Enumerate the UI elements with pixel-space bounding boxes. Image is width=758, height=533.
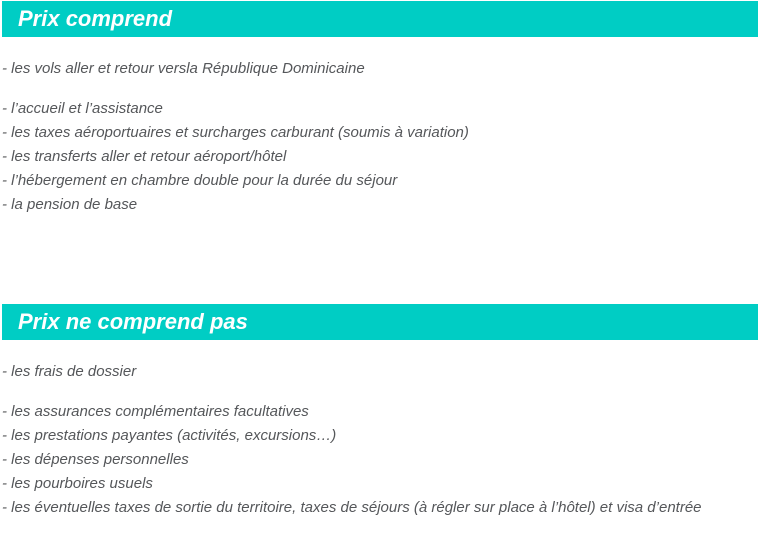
section-price-includes bbox=[0, 1, 758, 217]
list-item: - les dépenses personnelles bbox=[2, 451, 189, 468]
price-includes-list bbox=[0, 37, 758, 217]
price-excludes-list bbox=[0, 340, 758, 520]
list-item-group bbox=[2, 400, 758, 520]
list-item: - les frais de dossier bbox=[2, 363, 137, 380]
list-item: - les taxes aéroportuaires et surcharges carburant (soumis à variation) bbox=[2, 124, 469, 141]
list-item: - l’hébergement en chambre double pour la durée du séjour bbox=[2, 172, 398, 189]
list-item: - les éventuelles taxes de sortie du territoire, taxes de séjours (à régler sur place à l’hôtel) et visa d’entrée bbox=[2, 499, 702, 516]
list-item: - la pension de base bbox=[2, 196, 138, 213]
section-title-price-excludes: Prix ne comprend pas bbox=[2, 304, 758, 340]
list-item: - les assurances complémentaires facultatives bbox=[2, 403, 309, 420]
section-title-price-includes: Prix comprend bbox=[2, 1, 758, 37]
list-item-group bbox=[2, 97, 758, 217]
list-item: - les pourboires usuels bbox=[2, 475, 153, 492]
list-item: - les prestations payantes (activités, excursions…) bbox=[2, 427, 337, 444]
list-item: - les transferts aller et retour aéroport/hôtel bbox=[2, 148, 287, 165]
section-price-excludes bbox=[0, 304, 758, 520]
list-item: - les vols aller et retour versla République Dominicaine bbox=[2, 60, 365, 77]
list-item: - l’accueil et l’assistance bbox=[2, 100, 163, 117]
